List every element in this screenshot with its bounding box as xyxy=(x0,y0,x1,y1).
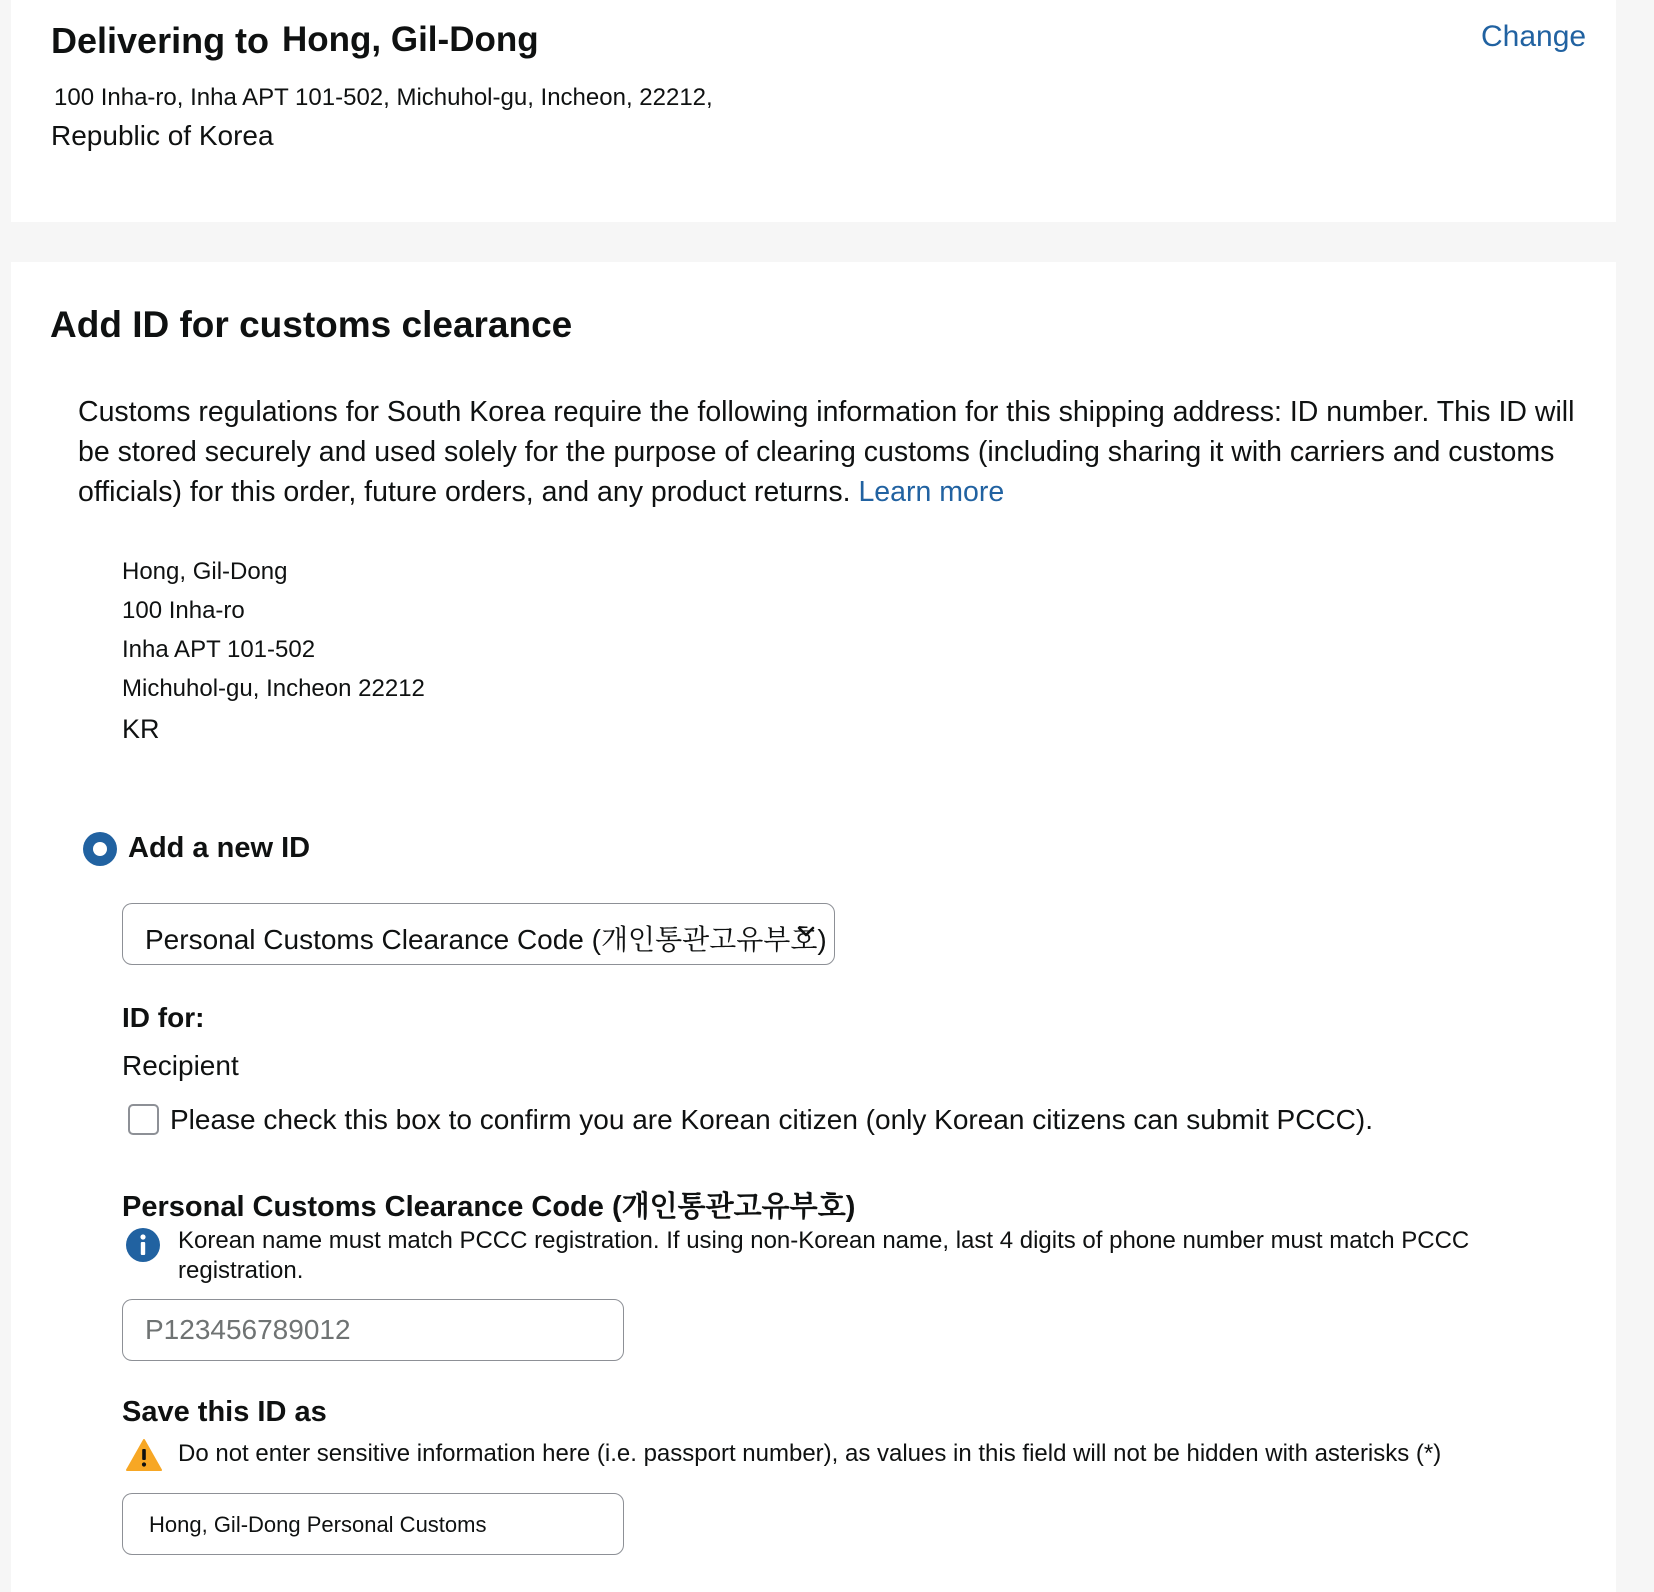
save-id-warning-message: Do not enter sensitive information here (i.e. passport number), as values in this field will not be hidden with asterisks (*) xyxy=(178,1440,1442,1467)
id-type-select[interactable] xyxy=(122,903,835,965)
customs-card xyxy=(11,262,1616,1592)
pccc-input[interactable] xyxy=(122,1299,624,1361)
customs-intro-text: Customs regulations for South Korea require the following information for this shipping address: ID number. This ID will be stored securely and used solely for the purpose of clearing customs (including sharing it with carriers and customs officials) for this order, future orders, and any product returns. xyxy=(78,396,1575,508)
id-for-value: Recipient xyxy=(122,1050,239,1081)
save-id-as-label: Save this ID as xyxy=(122,1396,327,1428)
pccc-input-placeholder: P123456789012 xyxy=(145,1314,351,1345)
id-type-selected-value: Personal Customs Clearance Code (개인통관고유부호) xyxy=(145,924,827,955)
customs-intro xyxy=(78,392,1578,512)
add-new-id-radio[interactable] xyxy=(83,832,117,866)
pccc-info-message: Korean name must match PCCC registration. If using non-Korean name, last 4 digits of phone number must match PCCC registration. xyxy=(178,1227,1470,1284)
add-new-id-label[interactable]: Add a new ID xyxy=(128,832,311,864)
learn-more-link[interactable]: Learn more xyxy=(858,476,1005,508)
recipient-name: Hong, Gil-Dong xyxy=(282,20,539,59)
save-id-as-value: Hong, Gil-Dong Personal Customs xyxy=(149,1512,487,1537)
id-for-label: ID for: xyxy=(122,1002,205,1033)
address-city: Michuhol-gu, Incheon 22212 xyxy=(122,675,425,702)
address-apartment: Inha APT 101-502 xyxy=(122,636,316,663)
delivery-address-line2: Republic of Korea xyxy=(51,120,274,151)
save-id-as-input[interactable] xyxy=(122,1493,624,1555)
pccc-field-label: Personal Customs Clearance Code (개인통관고유부호) xyxy=(122,1191,856,1223)
address-street: 100 Inha-ro xyxy=(122,597,245,624)
delivering-to-label: Delivering to xyxy=(51,20,270,61)
delivery-address-line1: 100 Inha-ro, Inha APT 101-502, Michuhol-gu, Incheon, 22212, xyxy=(54,84,713,111)
info-icon xyxy=(125,1227,161,1263)
customs-address-block xyxy=(122,552,425,750)
delivery-card xyxy=(11,0,1616,222)
korean-citizen-checkbox-label[interactable]: Please check this box to confirm you are Korean citizen (only Korean citizens can submit PCCC). xyxy=(170,1104,1373,1135)
address-name: Hong, Gil-Dong xyxy=(122,558,288,585)
change-address-link[interactable]: Change xyxy=(1481,20,1587,53)
warning-icon xyxy=(125,1438,163,1472)
address-country: KR xyxy=(122,714,160,744)
customs-section-title: Add ID for customs clearance xyxy=(50,304,573,345)
korean-citizen-checkbox[interactable] xyxy=(128,1104,159,1135)
chevron-down-icon xyxy=(796,924,816,940)
